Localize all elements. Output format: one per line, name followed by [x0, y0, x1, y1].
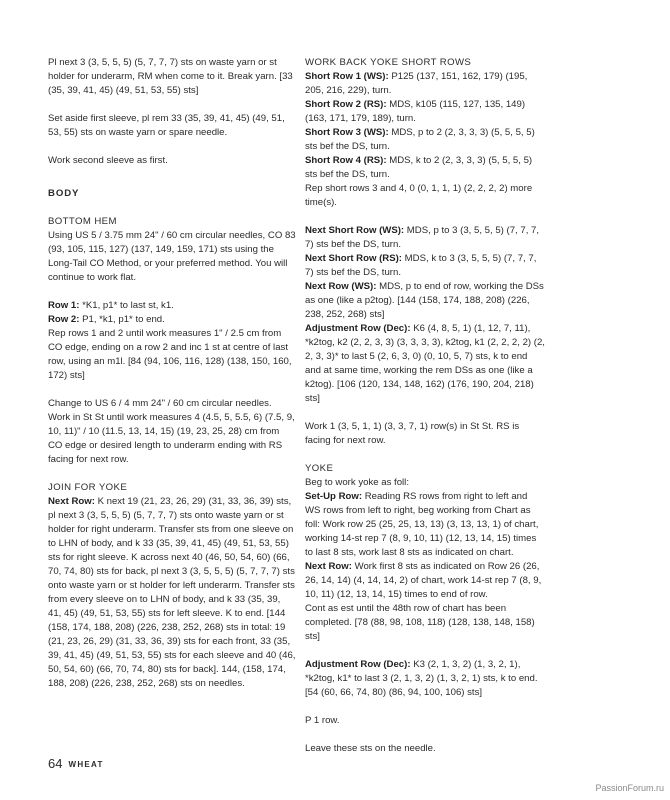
row-label: Row 1:: [48, 300, 80, 311]
paragraph: Set aside first sleeve, pl rem 33 (35, 39, 41, 45) (49, 51, 53, 55) sts on waste yarn or spare needle.: [48, 113, 285, 138]
row-text: Work first 8 sts as indicated on Row 26 (26, 26, 14, 14) (4, 14, 14, 2) of chart, work 14-st rep 7 (8, 9, 10, 11) (12, 13, 14, 15) times to end of row.: [305, 561, 542, 600]
right-column: [305, 56, 545, 770]
paragraph: P 1 row.: [305, 715, 340, 726]
page-number: 64: [48, 756, 63, 771]
row-label: Adjustment Row (Dec):: [305, 659, 411, 670]
paragraph: Cont as est until the 48th row of chart has been completed. [78 (88, 98, 108, 118) (128, 138, 148, 158) sts]: [305, 603, 535, 642]
paragraph: Rep short rows 3 and 4, 0 (0, 1, 1, 1) (2, 2, 2, 2) more time(s).: [305, 183, 533, 208]
row-label: Next Row:: [48, 496, 95, 507]
instruction-row: [48, 299, 296, 313]
row-text: MDS, p to 3 (3, 5, 5, 5) (7, 7, 7, 7) sts bef the DS, turn.: [305, 225, 540, 250]
row-text: P125 (137, 151, 162, 179) (195, 205, 216, 229), turn.: [305, 71, 528, 96]
paragraph: Rep rows 1 and 2 until work measures 1" / 2.5 cm from CO edge, ending on a row 2 and inc 1 st at centre of last row, using an m1l. [84 (94, 106, 116, 128) (138, 150, 160, 172) sts]: [48, 328, 292, 381]
row-text: K3 (2, 1, 3, 2) (1, 3, 2, 1), *k2tog, k1* to last 3 (2, 1, 3, 2) (1, 3, 2, 1) sts, k to end. [54 (60, 66, 74, 80) (86, 94, 100, 106) sts]: [305, 659, 538, 698]
row-text: Reading RS rows from right to left and WS rows from left to right, beg working from Chart as foll: Work row 25 (25, 25, 13, 13) (3, 13, 13, 1) of chart, working 14-st rep 7 (8, 9, 10, 11) (12, 13, 14, 15) times to last 8 sts, work last 8 sts as indicated on chart.: [305, 491, 539, 558]
instruction-block: [305, 224, 545, 406]
row-text: *K1, p1* to last st, k1.: [79, 300, 174, 311]
instruction-row: [305, 280, 545, 322]
subheading-yoke: YOKE: [305, 463, 334, 474]
subheading-short-rows: WORK BACK YOKE SHORT ROWS: [305, 57, 472, 68]
left-column: [48, 56, 296, 705]
instruction-row: [305, 252, 545, 280]
pattern-name: WHEAT: [68, 760, 104, 769]
instruction-block: [305, 56, 545, 210]
subheading-bottom-hem: BOTTOM HEM: [48, 216, 117, 227]
paragraph: Work 1 (3, 5, 1, 1) (3, 3, 7, 1) row(s) in St St. RS is facing for next row.: [305, 421, 520, 446]
row-text: K next 19 (21, 23, 26, 29) (31, 33, 36, 39) sts, pl next 3 (3, 5, 5, 5) (5, 7, 7, 7) sts onto waste yarn or st holder for right underarm. Transfer sts from one sleeve on to LHN of body, and k 33 (35, 39, 41, 45) (49, 51, 53, 55) sts for right sleeve. K across next 40 (46, 50, 54, 60) (66, 70, 74, 80) sts for back, pl next 3 (3, 5, 5, 5) (5, 7, 7, 7) sts onto waste yarn or st holder for left underarm. Transfer sts from every sleeve on to LHN of body, and k 33 (35, 39, 41, 45) (49, 51, 53, 55) sts for left sleeve. K to end. [144 (158, 174, 188, 208) (226, 238, 252, 268) sts in total: 19 (21, 23, 26, 29) (31, 33, 36, 39) sts for each front, 33 (35, 39, 41, 45) (49, 51, 53, 55) sts for each sleeve and 40 (46, 50, 54, 60) (66, 70, 74, 80) sts for back]. 144, (158, 174, 188, 208) (226, 238, 252, 268) sts on needles.: [48, 496, 296, 689]
paragraph: Leave these sts on the needle.: [305, 743, 436, 754]
subheading-join-for-yoke: JOIN FOR YOKE: [48, 482, 128, 493]
instruction-row: [48, 313, 296, 327]
row-text: K6 (4, 8, 5, 1) (1, 12, 7, 11), *k2tog, k2 (2, 2, 3, 3) (3, 3, 3, 3), k2tog, k1 (2, 2, 2, 2) (2, 2, 3, 3)* to last 5 (2, 6, 3, 0) (0, 10, 5, 7) sts, k to end and at same time, working the rem DSs as one (like a k2tog). [106 (120, 134, 148, 162) (176, 190, 204, 218) sts]: [305, 323, 545, 404]
page-footer: [48, 757, 104, 773]
row-text: MDS, p to end of row, working the DSs as one (like a p2tog). [144 (158, 174, 188, 208) (226, 238, 252, 268) sts]: [305, 281, 544, 320]
row-label: Short Row 3 (WS):: [305, 127, 389, 138]
row-text: MDS, k to 3 (3, 5, 5, 5) (7, 7, 7, 7) sts bef the DS, turn.: [305, 253, 537, 278]
instruction-row: [305, 560, 545, 602]
instruction-row: [305, 224, 545, 252]
row-label: Short Row 1 (WS):: [305, 71, 389, 82]
section-heading-body: BODY: [48, 188, 80, 199]
row-label: Next Row (WS):: [305, 281, 377, 292]
instruction-row: [305, 98, 545, 126]
row-label: Short Row 2 (RS):: [305, 99, 387, 110]
row-label: Row 2:: [48, 314, 80, 325]
watermark: PassionForum.ru: [595, 783, 664, 793]
instruction-block: [305, 462, 545, 644]
instruction-row: [305, 490, 545, 560]
paragraph: Beg to work yoke as foll:: [305, 477, 409, 488]
instruction-row: [305, 70, 545, 98]
row-label: Next Short Row (RS):: [305, 253, 403, 264]
instruction-row: [305, 658, 545, 700]
instruction-row: [305, 126, 545, 154]
paragraph: Using US 5 / 3.75 mm 24" / 60 cm circular needles, CO 83 (93, 105, 115, 127) (137, 149, 159, 171) sts using the Long-Tail CO Method, or your preferred method. You will continue to work flat.: [48, 230, 296, 283]
instruction-row: [305, 154, 545, 182]
instruction-block: [48, 299, 296, 383]
row-label: Next Row:: [305, 561, 352, 572]
row-label: Adjustment Row (Dec):: [305, 323, 411, 334]
row-text: MDS, p to 2 (2, 3, 3, 3) (5, 5, 5, 5) sts bef the DS, turn.: [305, 127, 535, 152]
instruction-row: [48, 495, 296, 691]
paragraph: Pl next 3 (3, 5, 5, 5) (5, 7, 7, 7) sts on waste yarn or st holder for underarm, RM when come to it. Break yarn. [33 (35, 39, 41, 45) (49, 51, 53, 55) sts]: [48, 57, 293, 96]
paragraph: Work second sleeve as first.: [48, 155, 168, 166]
paragraph: Change to US 6 / 4 mm 24" / 60 cm circular needles. Work in St St until work measures 4 (4.5, 5, 5.5, 6) (7.5, 9, 10, 11)" / 10 (11.5, 13, 14, 15) (19, 23, 25, 28) cm from CO edge or desired length to underarm ending with RS facing for next row.: [48, 398, 295, 465]
row-label: Next Short Row (WS):: [305, 225, 405, 236]
row-text: MDS, k to 2 (2, 3, 3, 3) (5, 5, 5, 5) sts bef the DS, turn.: [305, 155, 533, 180]
row-text: P1, *k1, p1* to end.: [79, 314, 165, 325]
row-label: Short Row 4 (RS):: [305, 155, 387, 166]
row-text: MDS, k105 (115, 127, 135, 149) (163, 171, 179, 189), turn.: [305, 99, 526, 124]
instruction-row: [305, 322, 545, 406]
row-label: Set-Up Row:: [305, 491, 363, 502]
